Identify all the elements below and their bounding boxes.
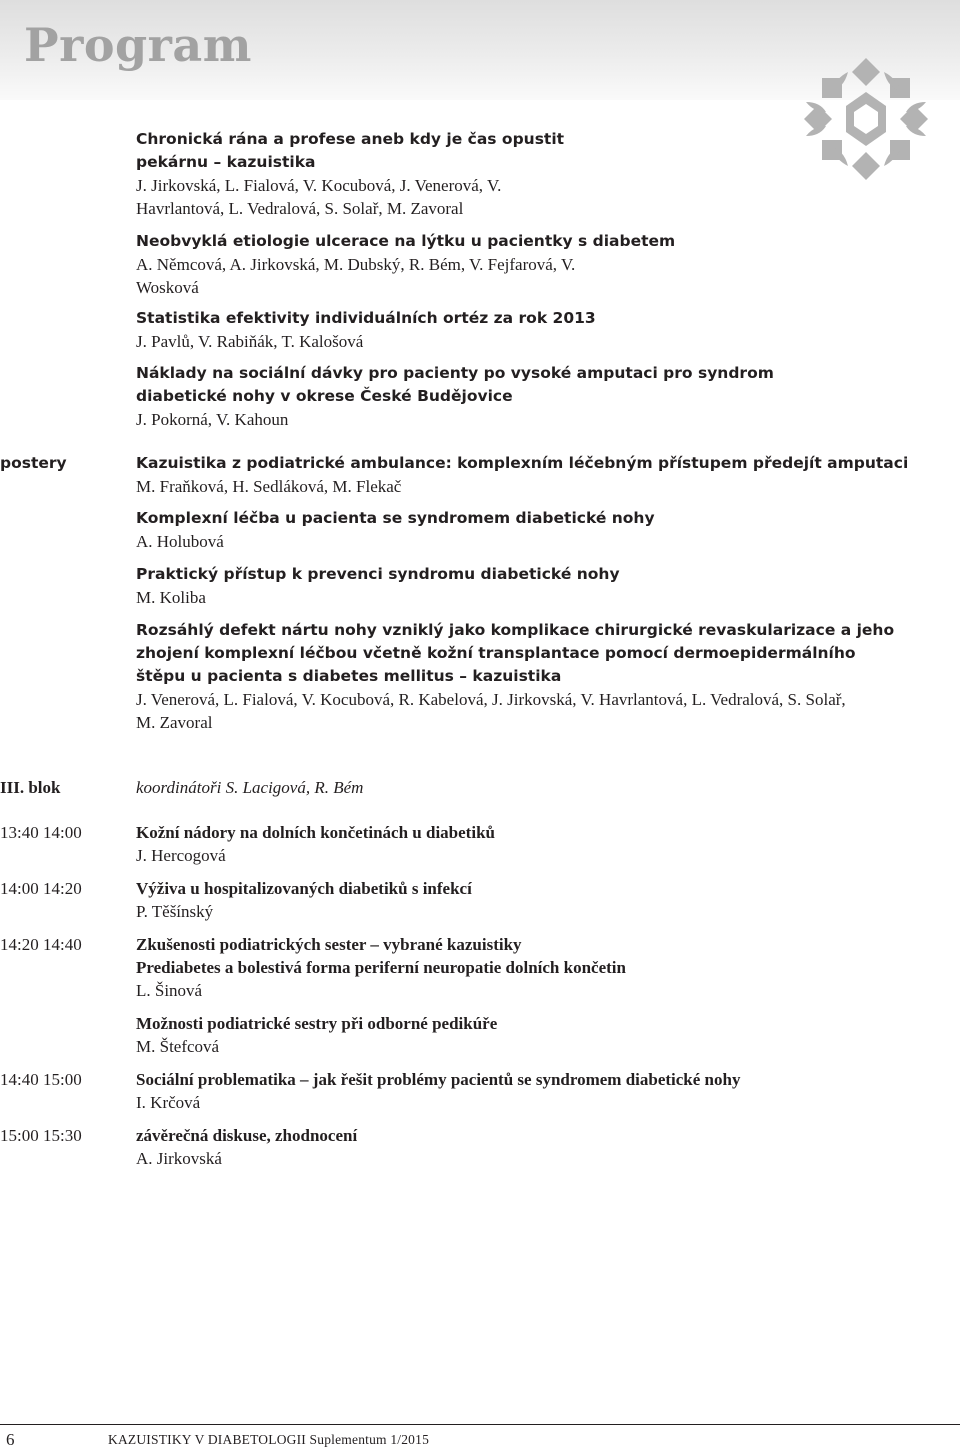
poster-title: Chronická rána a profese aneb kdy je čas opustit pekárnu – kazuistika xyxy=(136,130,565,171)
poster-title: Rozsáhlý defekt nártu nohy vzniklý jako komplikace chirurgické revaskularizace a jeho zhojení komplexní léčbou včetně kožní transplantace pomocí dermoepidermálního štěpu u pacienta s diabetes mellitus – kazuistika xyxy=(136,621,895,685)
poster-title: Náklady na sociální dávky pro pacienty po vysoké amputaci pro syndrom diabetické nohy v okrese České Budějovice xyxy=(136,364,774,405)
session-title: Zkušenosti podiatrických sester – vybrané kazuistiky xyxy=(136,935,522,954)
session-title: závěrečná diskuse, zhodnocení xyxy=(136,1126,358,1145)
page-title: Program xyxy=(24,18,252,72)
poster-authors: J. Pokorná, V. Kahoun xyxy=(136,410,289,429)
session-title-second: Prediabetes a bolestivá forma periferní neuropatie dolních končetin xyxy=(136,958,626,977)
page-number: 6 xyxy=(6,1430,15,1449)
session-title: Kožní nádory na dolních končetinách u diabetiků xyxy=(136,823,495,842)
session-time: 14:00 14:20 xyxy=(0,879,82,898)
poster-authors: A. Holubová xyxy=(136,532,224,551)
poster-authors: J. Venerová, L. Fialová, V. Kocubová, R. Kabelová, J. Jirkovská, V. Havrlantová, L. Vedralová, S. Solař, M. Zavoral xyxy=(136,690,846,732)
section-label-postery: postery xyxy=(0,454,67,472)
block-coordinators: koordinátoři S. Lacigová, R. Bém xyxy=(136,778,364,797)
poster-authors: M. Fraňková, H. Sedláková, M. Flekač xyxy=(136,477,402,496)
poster-authors: J. Pavlů, V. Rabiňák, T. Kalošová xyxy=(136,332,364,351)
footer-rule xyxy=(0,1424,960,1425)
session-time: 13:40 14:00 xyxy=(0,823,82,842)
session-title: Výživa u hospitalizovaných diabetiků s infekcí xyxy=(136,879,472,898)
session-authors: L. Šinová xyxy=(136,981,203,1000)
poster-authors: J. Jirkovská, L. Fialová, V. Kocubová, J. Venerová, V. Havrlantová, L. Vedralová, S. Solař, M. Zavoral xyxy=(136,176,502,218)
poster-title: Neobvyklá etiologie ulcerace na lýtku u pacientky s diabetem xyxy=(136,232,676,250)
poster-authors: A. Němcová, A. Jirkovská, M. Dubský, R. Bém, V. Fejfarová, V. Wosková xyxy=(136,255,576,297)
session-authors: P. Těšínský xyxy=(136,902,214,921)
session-authors: I. Krčová xyxy=(136,1093,201,1112)
poster-title: Kazuistika z podiatrické ambulance: komplexním léčebným přístupem předejít amputaci xyxy=(136,454,909,472)
footer-journal-title: KAZUISTIKY V DIABETOLOGII Suplementum 1/2015 xyxy=(108,1432,430,1447)
block-label: III. blok xyxy=(0,778,61,797)
session-time: 15:00 15:30 xyxy=(0,1126,82,1145)
poster-title: Praktický přístup k prevenci syndromu diabetické nohy xyxy=(136,565,620,583)
session-authors: M. Štefcová xyxy=(136,1037,220,1056)
poster-authors: M. Koliba xyxy=(136,588,206,607)
poster-title: Statistika efektivity individuálních ortéz za rok 2013 xyxy=(136,309,596,327)
session-title: Možnosti podiatrické sestry při odborné pedikúře xyxy=(136,1014,498,1033)
session-time: 14:20 14:40 xyxy=(0,935,82,954)
session-authors: A. Jirkovská xyxy=(136,1149,222,1168)
session-time: 14:40 15:00 xyxy=(0,1070,82,1089)
poster-title: Komplexní léčba u pacienta se syndromem diabetické nohy xyxy=(136,509,655,527)
session-authors: J. Hercogová xyxy=(136,846,226,865)
session-title: Sociální problematika – jak řešit problémy pacientů se syndromem diabetické nohy xyxy=(136,1070,741,1089)
